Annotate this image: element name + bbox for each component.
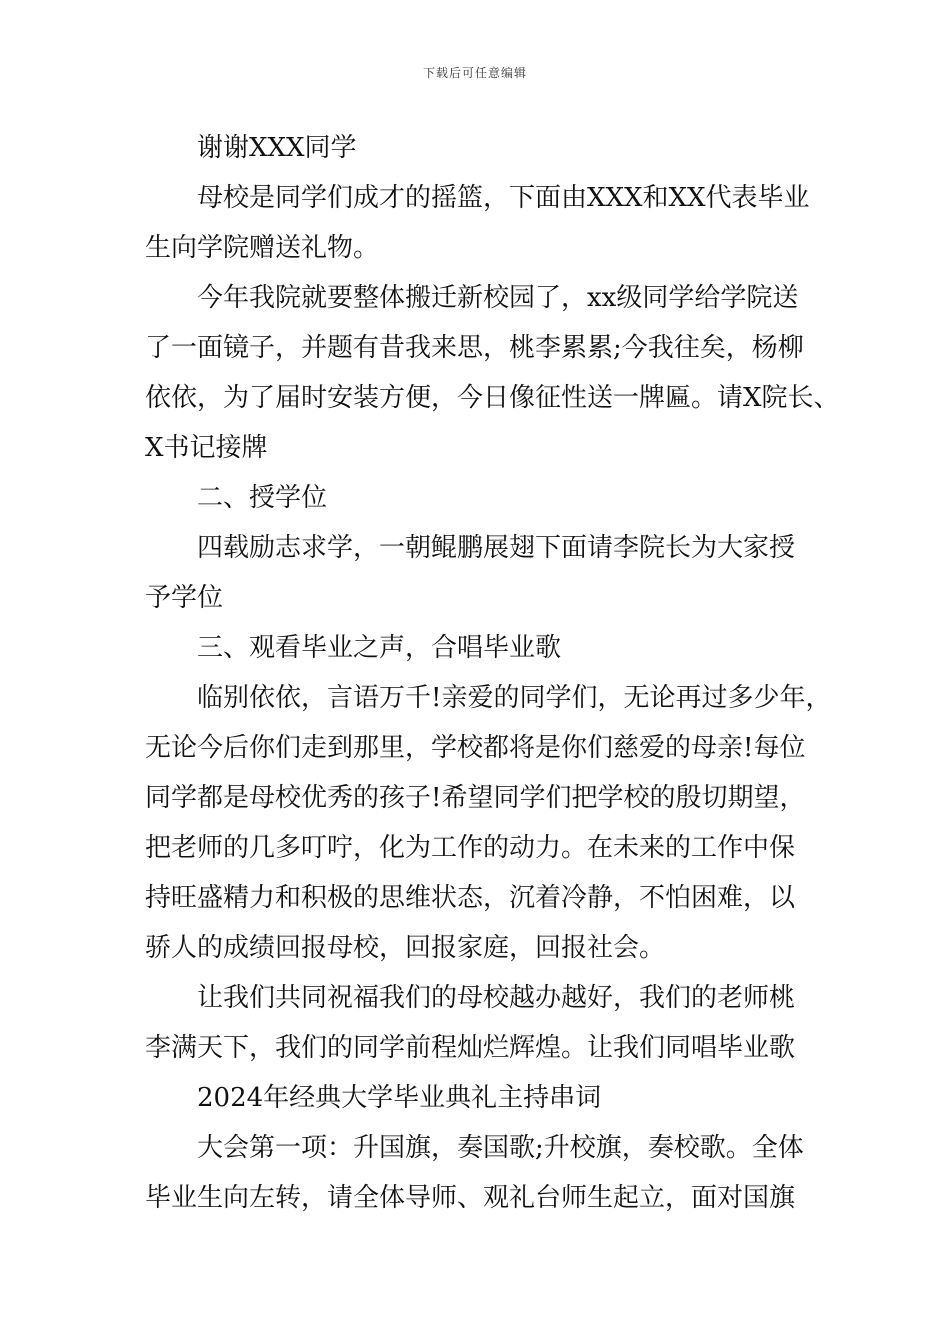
text-line: 生向学院赠送礼物。 [145,233,380,263]
text-line: 大会第一项：升国旗，奏国歌;升校旗，奏校歌。全体 [197,1133,804,1163]
paragraph [145,673,832,973]
text-line: 让我们共同祝福我们的母校越办越好，我们的老师桃 [197,983,796,1013]
paragraph [145,973,825,1073]
text-line: 2024年经典大学毕业典礼主持串词 [197,1083,602,1113]
text-line: 持旺盛精力和积极的思维状态，沉着冷静，不怕困难，以 [145,883,796,913]
text-line: 予学位 [145,583,224,613]
text-line: 四载励志求学，一朝鲲鹏展翅下面请李院长为大家授 [197,533,796,563]
text-line: 依依，为了届时安装方便，今日像征性送一牌匾。请X院长、 [145,383,840,413]
section-heading [145,623,825,673]
text-line: 三、观看毕业之声，合唱毕业歌 [197,633,562,663]
document-body [145,123,840,1223]
text-line: 毕业生向左转，请全体导师、观礼台师生起立，面对国旗 [145,1183,796,1213]
text-line: 谢谢XXX同学 [197,133,357,163]
text-line: 骄人的成绩回报母校，回报家庭，回报社会。 [145,933,666,963]
text-line: 把老师的几多叮咛，化为工作的动力。在未来的工作中保 [145,833,796,863]
text-line: 临别依依，言语万千!亲爱的同学们，无论再过多少年， [197,683,832,713]
text-line: 母校是同学们成才的摇篮，下面由XXX和XX代表毕业 [197,183,810,213]
page-header-note: 下载后可任意编辑 [422,66,527,80]
text-line: X书记接牌 [145,433,268,463]
paragraph [145,1123,825,1223]
paragraph [145,273,840,473]
text-line: 同学都是母校优秀的孩子!希望同学们把学校的殷切期望， [145,783,806,813]
paragraph [145,173,825,273]
text-line: 无论今后你们走到那里，学校都将是你们慈爱的母亲!每位 [145,733,806,763]
text-line: 李满天下，我们的同学前程灿烂辉煌。让我们同唱毕业歌 [145,1033,796,1063]
section-title [145,1073,825,1123]
text-line: 二、授学位 [197,483,328,513]
paragraph [145,123,825,173]
section-heading [145,473,825,523]
paragraph [145,523,825,623]
text-line: 了一面镜子，并题有昔我来思，桃李累累;今我往矣，杨柳 [145,333,804,363]
text-line: 今年我院就要整体搬迁新校园了，xx级同学给学院送 [197,283,799,313]
